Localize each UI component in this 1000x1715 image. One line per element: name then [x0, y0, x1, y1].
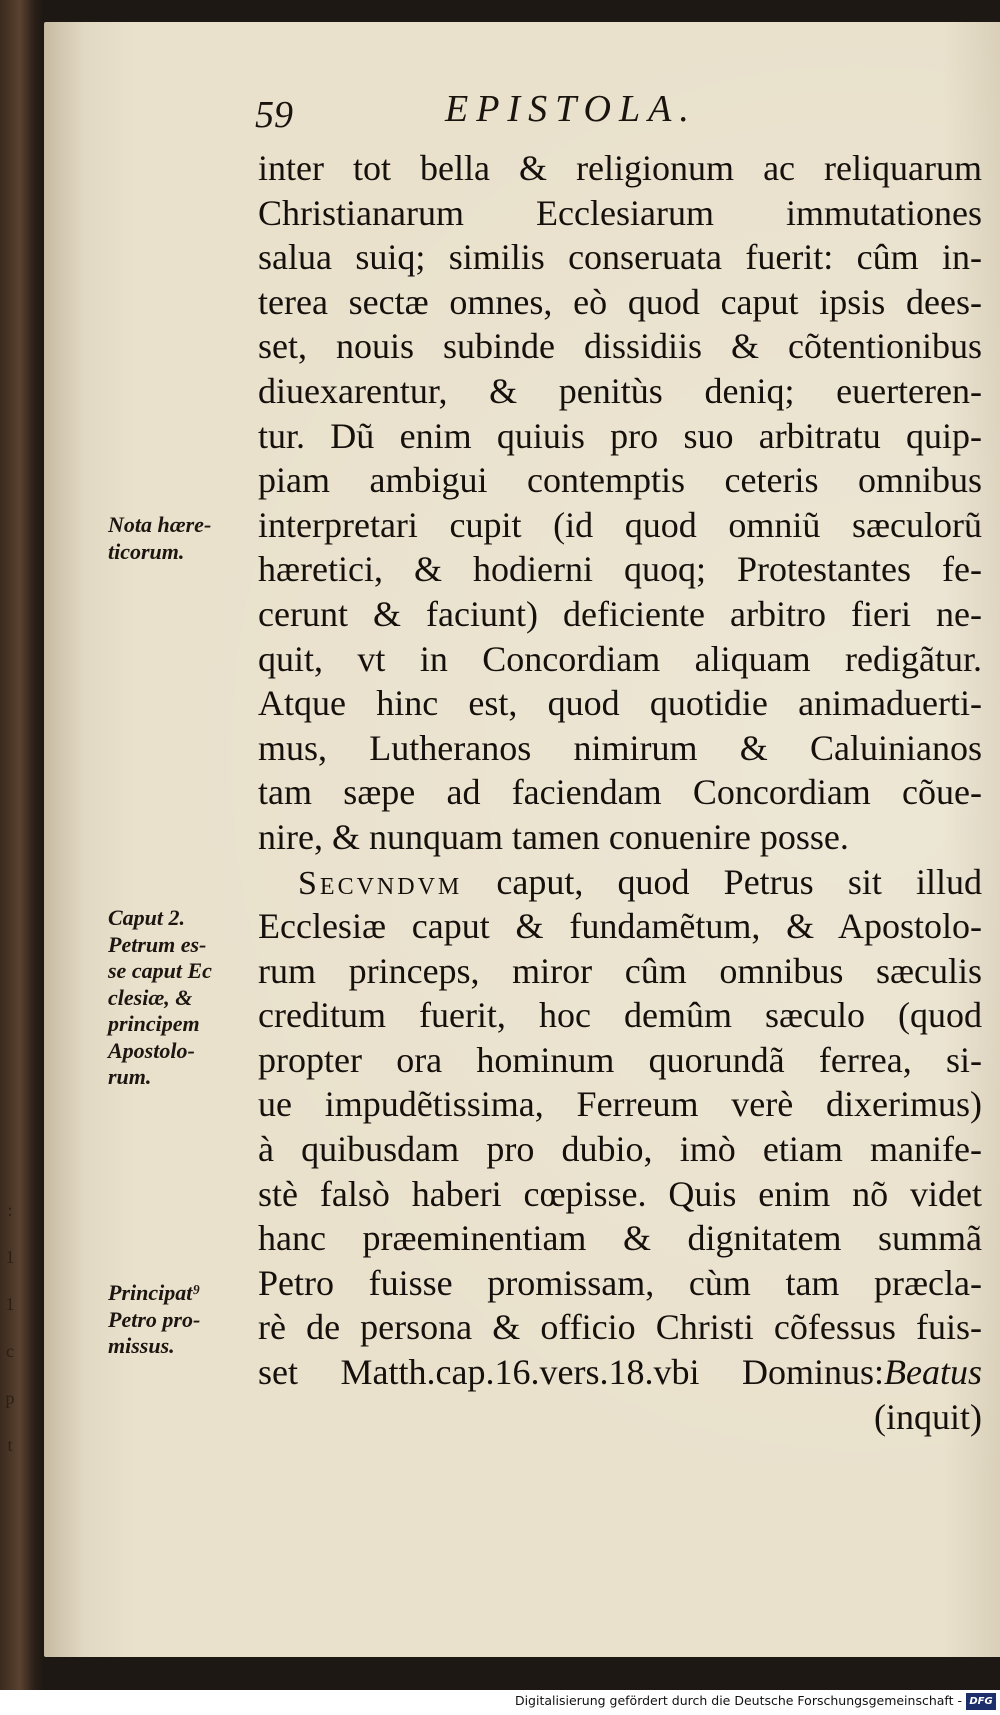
- gutter-mark: t: [7, 1435, 13, 1455]
- margin-note-line: Petrum es-: [108, 931, 207, 957]
- text-line: mus, Lutheranos nimirum & Caluinianos: [258, 727, 982, 768]
- text-line: piam ambigui contemptis ceteris omnibus: [258, 460, 982, 501]
- text-line: nire, & nunquam tamen conuenire posse.: [258, 816, 849, 857]
- text-line: terea sectæ omnes, eò quod caput ipsis dees-: [258, 281, 982, 322]
- text-line: propter ora hominum quorundã ferrea, si-: [258, 1039, 982, 1080]
- gutter-mark: 1: [5, 1294, 15, 1314]
- gutter-marks: [2, 1200, 18, 1455]
- margin-note-line: Nota hære-: [108, 512, 212, 537]
- text-line: à quibusdam pro dubio, imò etiam manife-: [258, 1129, 982, 1170]
- margin-note-line: ticorum.: [108, 538, 185, 564]
- margin-note-principatus: [108, 1280, 258, 1360]
- final-line-italic: Beatus: [884, 1352, 982, 1393]
- text-line: cerunt & faciunt) deficiente arbitro fieri ne-: [258, 593, 982, 634]
- text-line: tur. Dũ enim quiuis pro suo arbitratu quip-: [258, 415, 982, 456]
- margin-note-caput-2: [108, 905, 258, 1091]
- paragraph-opening-line: [258, 860, 982, 905]
- margin-note-line: rum.: [108, 1064, 152, 1089]
- funding-credit: Digitalisierung gefördert durch die Deutsche Forschungsgemeinschaft -: [514, 1693, 962, 1708]
- catchword: (inquit): [874, 1396, 982, 1437]
- final-line-text: set Matth.cap.16.vers.18.vbi Dominus:: [258, 1352, 885, 1393]
- page-number: 59: [255, 94, 293, 136]
- footer-bar: [0, 1690, 1000, 1715]
- text-line-final: [258, 1350, 982, 1395]
- text-line: Atque hinc est, quod quotidie animaduerti-: [258, 683, 982, 724]
- text-line: diuexarentur, & penitùs deniq; euerteren-: [258, 370, 982, 411]
- text-line: ue impudẽtissima, Ferreum verè dixerimus): [258, 1084, 982, 1125]
- page-header: [255, 85, 715, 137]
- text-line: inter tot bella & religionum ac reliquarum: [258, 148, 982, 188]
- gutter-mark: c: [6, 1341, 14, 1361]
- margin-note-line: clesiæ, &: [108, 984, 193, 1010]
- text-line: Petro fuisse promissam, cùm tam præcla-: [258, 1262, 982, 1303]
- text-line: creditum fuerit, hoc demûm sæculo (quod: [258, 995, 982, 1036]
- text-line: Christianarum Ecclesiarum immutationes: [258, 192, 982, 233]
- text-line: Ecclesiæ caput & fundamẽtum, & Apostolo-: [258, 906, 982, 947]
- margin-note-line: Principat⁹: [108, 1280, 200, 1305]
- margin-note-line: missus.: [108, 1333, 175, 1358]
- text-line: quit, vt in Concordiam aliquam redigãtur.: [258, 638, 982, 679]
- text-line: tam sæpe ad faciendam Concordiam cõue-: [258, 772, 982, 813]
- margin-note-line: Caput 2.: [108, 905, 186, 930]
- text-line: hæretici, & hodierni quoq; Protestantes fe-: [258, 549, 982, 590]
- text-line: stè falsò haberi cœpisse. Quis enim nõ videt: [258, 1173, 982, 1214]
- running-title: EPISTOLA.: [445, 88, 697, 130]
- margin-note-heretics: [108, 512, 258, 565]
- margin-note-line: principem: [108, 1011, 200, 1036]
- text-line: interpretari cupit (id quod omniũ sæculorũ: [258, 504, 982, 545]
- text-line: hanc præeminentiam & dignitatem summã: [258, 1218, 982, 1259]
- gutter-mark: 1: [5, 1247, 15, 1267]
- text-line: rè de persona & officio Christi cõfessus fuis-: [258, 1307, 982, 1348]
- text-line: salua suiq; similis conseruata fuerit: cûm in-: [258, 237, 982, 278]
- paragraph-initial-word: Secvndvm: [298, 864, 463, 902]
- gutter-mark: p: [5, 1388, 15, 1408]
- text-line: rum princeps, miror cûm omnibus sæculis: [258, 950, 982, 991]
- text-line: set, nouis subinde dissidiis & cõtentionibus: [258, 326, 982, 367]
- margin-note-line: Petro pro-: [108, 1306, 201, 1332]
- gutter-mark: :: [7, 1200, 13, 1220]
- margin-note-line: se caput Ec: [108, 958, 212, 983]
- margin-note-line: Apostolo-: [108, 1037, 195, 1063]
- main-text-block: [258, 146, 982, 1439]
- paragraph-opening-rest: caput, quod Petrus sit illud: [496, 861, 982, 902]
- dfg-logo: DFG: [966, 1693, 996, 1710]
